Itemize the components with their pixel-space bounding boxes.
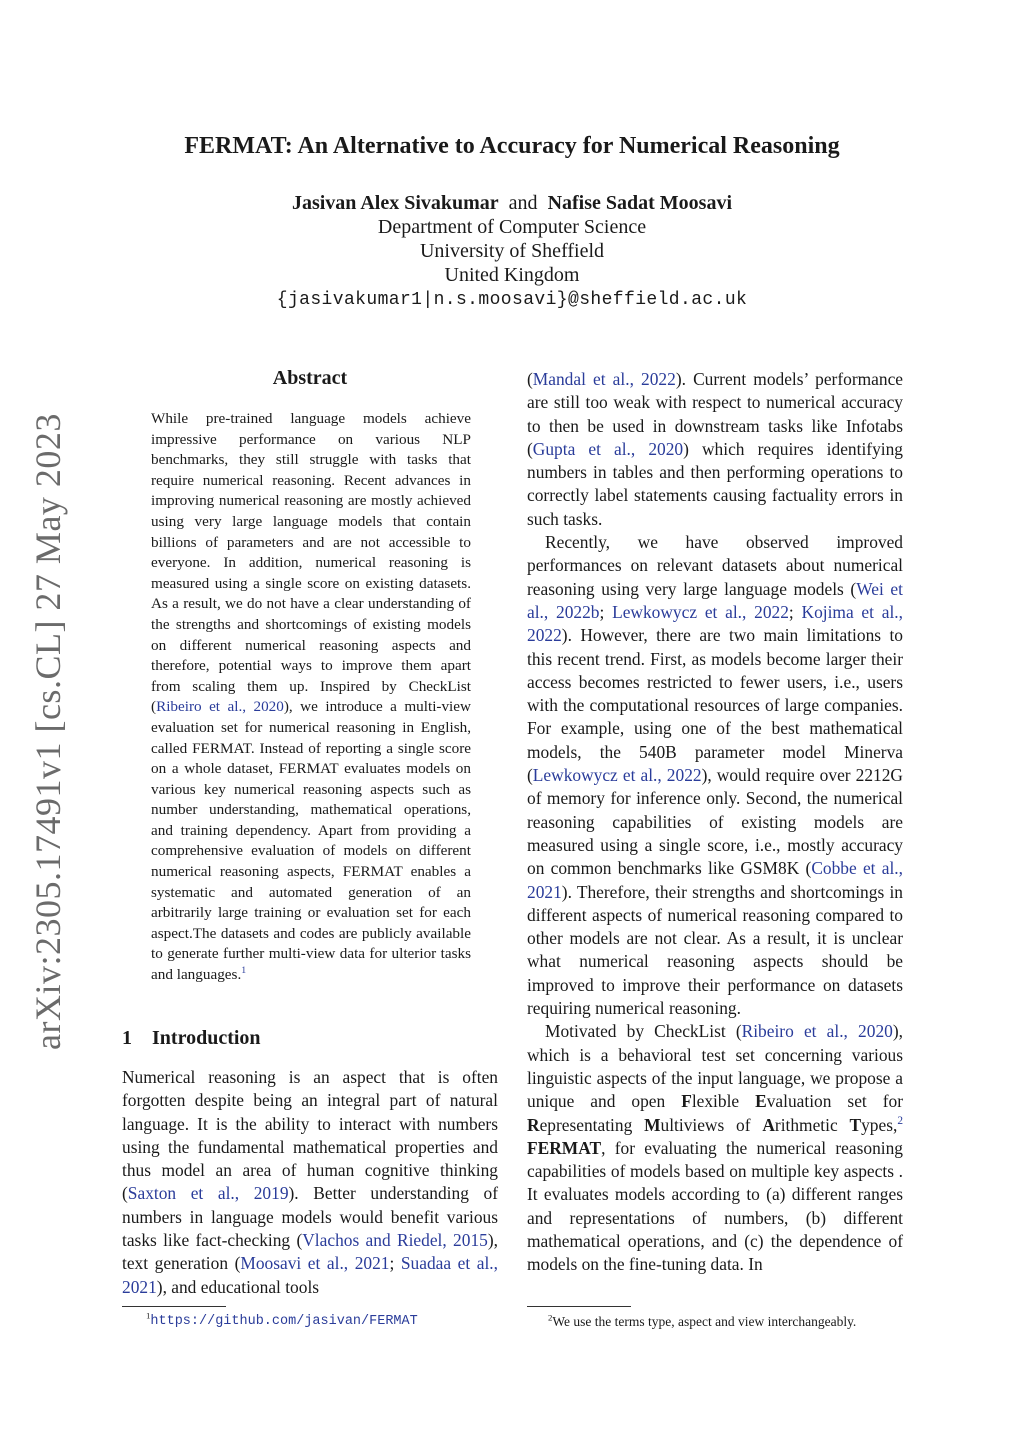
abstract-body: While pre-trained language models achieve impressive performance on various NLP benchmarks, they still struggle with tasks that require numerical reasoning. Recent advances in improving numerical reasoning are mostly achieved using very large language models that contain billions of parameters and are not accessible to everyone. In addition, numerical reasoning is measured using a single score on existing datasets. As a result, we do not have a clear understanding of the strengths and shortcomings of existing models on different numerical reasoning aspects and therefore, potential ways to improve them apart from scaling them up. Inspired by CheckList (Ribeiro et al., 2020), we introduce a multi-view evaluation set for numerical reasoning in English, called FERMAT. Instead of reporting a single score on a whole dataset, FERMAT evaluates models on various key numerical reasoning aspects such as number understanding, mathematical operations, and training dependency. Apart from providing a comprehensive evaluation of models on different numerical reasoning aspects, FERMAT enables a systematic and automated generation of an arbitrarily large training or evaluation set for each aspect.The datasets and codes are publicly available to generate further multi-view data for ulterior tasks and languages.$^1$ [151, 410, 471, 984]
citation-link[interactable]: Suadaa et al., 2021 [122, 1253, 498, 1297]
citation-link[interactable]: Cobbe et al., 2021 [527, 858, 903, 902]
affiliation-university: University of Sheffield [419, 240, 605, 262]
paragraph: Motivated by CheckList (Ribeiro et al., 2020), which is a behavioral test set concerning various linguistic aspects of the input language, we propose a unique and open Flexible Evaluation set for Representating Multiviews of Arithmetic Types,$^2$ FERMAT, for evaluating the numerical reasoning capabilities of models based on multiple key aspects . It evaluates models according to (a) different ranges and representations of numbers, (b) different mathematical operations, and (c) the dependence of models on the fine-tuning data. In [527, 1021, 903, 1275]
section-title: Introduction [152, 1027, 261, 1049]
footnote-rule [527, 1306, 631, 1307]
author-1: Jasivan Alex Sivakumar [291, 192, 499, 214]
footnote-1 [146, 1310, 418, 1331]
paragraph: (Mandal et al., 2022). Current models’ performance are still too weak with respect to numerical accuracy to then be used in downstream tasks like Infotabs (Gupta et al., 2020) which requires identifying numbers in tables and then performing operations to correctly label statements causing factuality errors in such tasks. [527, 369, 904, 529]
citation-link[interactable]: Mandal et al., 2022 [532, 369, 676, 389]
footnote-rule [122, 1306, 226, 1307]
arxiv-identifier: arXiv:2305.17491v1 [cs.CL] 27 May 2023 [28, 413, 68, 1050]
authors-line [0, 191, 1024, 215]
citation-link[interactable]: Ribeiro et al., 2020 [156, 698, 284, 716]
footnote-number: 2 [548, 1312, 553, 1323]
citation-link[interactable]: Kojima et al., 2022 [527, 601, 903, 646]
section-number: 1 [122, 1027, 132, 1049]
citation-link[interactable]: Wei et al., 2022b [527, 578, 903, 622]
footnote-marker[interactable]: 1 [241, 964, 247, 976]
paper-title: FERMAT: An Alternative to Accuracy for Numerical Reasoning [184, 133, 840, 159]
footnote-marker[interactable]: 2 [897, 1114, 903, 1127]
footnote-number: 1 [146, 1310, 151, 1321]
introduction-paragraph: Numerical reasoning is an aspect that is often forgotten despite being an integral part of natural language. It is the ability to interact with numbers using the fundamental mathematical properties and thus model an area of human cognitive thinking (Saxton et al., 2019). Better understanding of numbers in language models would benefit various tasks like fact-checking (Vlachos and Riedel, 2015), text generation (Moosavi et al., 2021; Suadaa et al., 2021), and educational tools [122, 1067, 498, 1297]
citation-link[interactable]: Ribeiro et al., 2020 [741, 1021, 893, 1042]
author-2: Nafise Sadat Moosavi [547, 192, 733, 214]
citation-link[interactable]: Gupta et al., 2020 [532, 438, 684, 459]
citation-link[interactable]: Lewkowycz et al., 2022 [532, 765, 702, 786]
affiliation-country: United Kingdom [444, 264, 580, 286]
citation-link[interactable]: Lewkowycz et al., 2022 [612, 601, 789, 622]
citation-link[interactable]: Vlachos and Riedel, 2015 [302, 1230, 488, 1251]
affiliation-department: Department of Computer Science [377, 216, 647, 238]
footnote-text: We use the terms type, aspect and view interchangeably. [552, 1314, 857, 1329]
footnote-2 [548, 1313, 856, 1331]
authors-and: and [508, 192, 538, 214]
right-column-text [527, 368, 903, 1277]
citation-link[interactable]: Moosavi et al., 2021 [240, 1253, 390, 1274]
author-emails: {jasivakumar1|n.s.moosavi}@sheffield.ac.uk [276, 290, 748, 310]
github-link[interactable]: https://github.com/jasivan/FERMAT [150, 1314, 418, 1329]
abstract-heading: Abstract [272, 367, 348, 389]
paragraph: Recently, we have observed improved performances on relevant datasets about numerical reasoning using very large language models (Wei et al., 2022b; Lewkowycz et al., 2022; Kojima et al., 2022). However, there are two main limitations to this recent trend. First, as models become larger their access becomes restricted to fewer users, i.e., users with the computational resources of large companies. For example, using one of the best mathematical models, the 540B parameter model Minerva (Lewkowycz et al., 2022), would require over 2212G of memory for inference only. Second, the numerical reasoning capabilities of existing models are measured using a single score, i.e., mostly accuracy on common benchmarks like GSM8K (Cobbe et al., 2021). Therefore, their strengths and shortcomings in different aspects of numerical reasoning compared to other models are not clear. As a result, it is unclear what numerical reasoning aspects should be improved to improve their performance on datasets requiring numerical reasoning. [527, 532, 903, 1019]
section-heading-introduction [122, 1026, 261, 1050]
citation-link[interactable]: Saxton et al., 2019 [127, 1183, 289, 1204]
